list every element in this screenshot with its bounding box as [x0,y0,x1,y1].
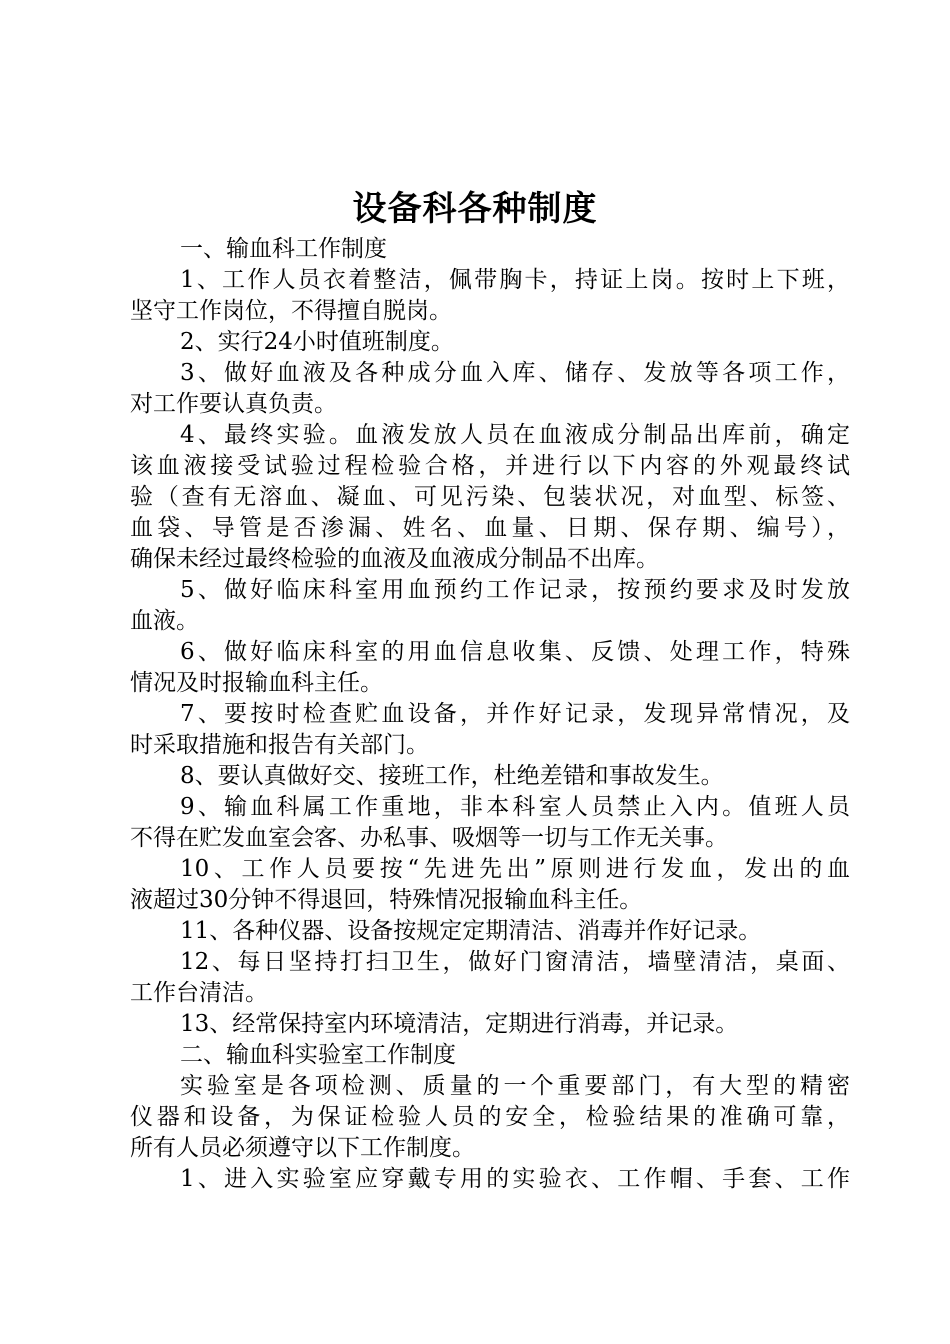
text-line: 所有人员必须遵守以下工作制度。 [130,1135,475,1161]
text-line: 3、做好血液及各种成分血入库、储存、发放等各项工作， [180,360,850,386]
text-line: 10、工作人员要按“先进先出”原则进行发血，发出的血 [180,856,850,882]
text-line: 一、输血科工作制度 [180,236,387,262]
text-line: 6、做好临床科室的用血信息收集、反馈、处理工作，特殊 [180,639,850,665]
text-line: 2、实行24小时值班制度。 [180,329,454,355]
text-line: 二、输血科实验室工作制度 [180,1042,456,1068]
text-line: 实验室是各项检测、质量的一个重要部门，有大型的精密 [180,1073,850,1099]
text-line: 11、各种仪器、设备按规定定期清洁、消毒并作好记录。 [180,918,762,944]
document-body [130,234,850,1195]
text-line: 血液。 [130,608,199,634]
text-line: 时采取措施和报告有关部门。 [130,732,429,758]
text-line: 验（查有无溶血、凝血、可见污染、包装状况，对血型、标签、 [130,484,850,510]
text-line: 血袋、导管是否渗漏、姓名、血量、日期、保存期、编号）， [130,515,850,541]
text-line: 液超过30分钟不得退回，特殊情况报输血科主任。 [130,887,643,913]
text-line: 对工作要认真负责。 [130,391,337,417]
text-line: 8、要认真做好交、接班工作，杜绝差错和事故发生。 [180,763,724,789]
text-line: 5、做好临床科室用血预约工作记录，按预约要求及时发放 [180,577,850,603]
text-line: 不得在贮发血室会客、办私事、吸烟等一切与工作无关事。 [130,825,728,851]
text-line: 坚守工作岗位，不得擅自脱岗。 [130,298,452,324]
text-line: 1、进入实验室应穿戴专用的实验衣、工作帽、手套、工作 [180,1166,850,1192]
text-line: 9、输血科属工作重地，非本科室人员禁止入内。值班人员 [180,794,850,820]
text-line: 13、经常保持室内环境清洁，定期进行消毒，并记录。 [180,1011,739,1037]
text-line: 工作台清洁。 [130,980,268,1006]
document-title: 设备科各种制度 [352,189,598,229]
text-line: 4、最终实验。血液发放人员在血液成分制品出库前，确定 [180,422,850,448]
text-line: 该血液接受试验过程检验合格，并进行以下内容的外观最终试 [130,453,850,479]
text-line: 1、工作人员衣着整洁，佩带胸卡，持证上岗。按时上下班， [180,267,850,293]
text-line: 情况及时报输血科主任。 [130,670,383,696]
text-line: 12、每日坚持打扫卫生，做好门窗清洁，墙壁清洁，桌面、 [180,949,850,975]
text-line: 确保未经过最终检验的血液及血液成分制品不出库。 [130,546,659,572]
text-line: 仪器和设备，为保证检验人员的安全，检验结果的准确可靠， [130,1104,850,1130]
text-line: 7、要按时检查贮血设备，并作好记录，发现异常情况，及 [180,701,850,727]
